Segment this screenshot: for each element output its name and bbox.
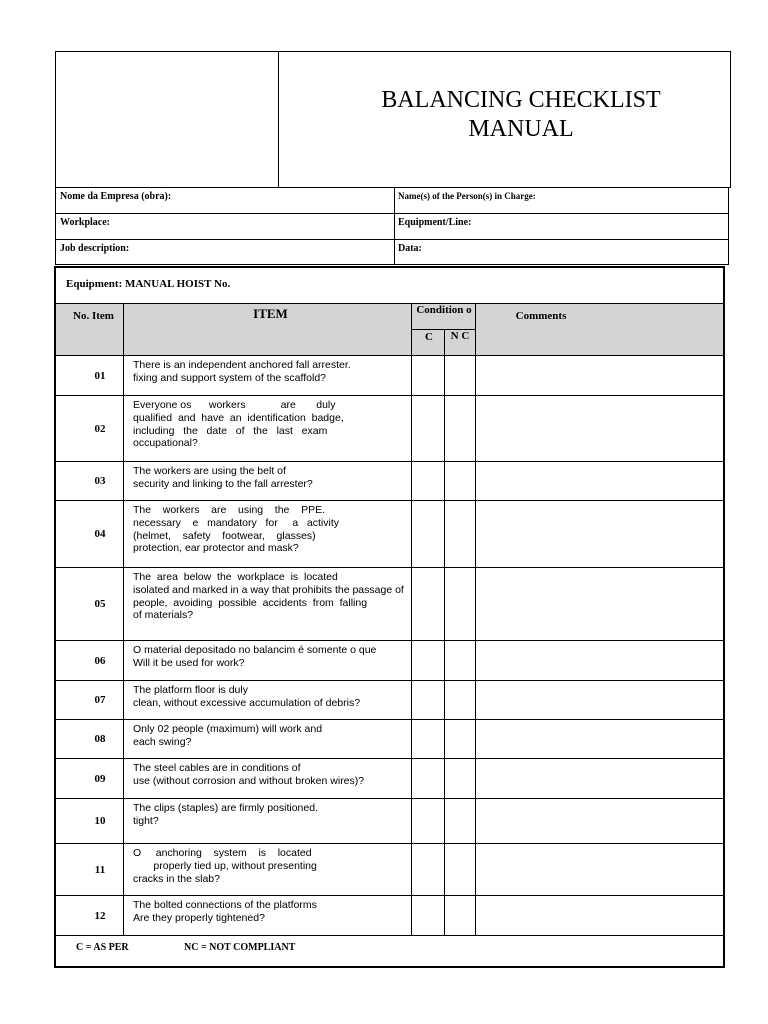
- item-separator: [123, 896, 124, 935]
- condition-c-cell: [411, 462, 412, 500]
- table-row: [56, 396, 723, 462]
- table-header: [56, 304, 723, 356]
- item-number: 11: [94, 863, 106, 876]
- col-header-condition: Condition o: [416, 304, 472, 316]
- table-row: [56, 568, 723, 641]
- header-separator: [475, 304, 476, 356]
- col-header-nc: N C: [450, 330, 470, 342]
- comments-cell: [475, 462, 476, 500]
- comments-cell: [475, 799, 476, 843]
- comments-cell: [475, 759, 476, 798]
- item-number: 01: [94, 369, 106, 382]
- item-separator: [123, 844, 124, 895]
- comments-cell: [475, 896, 476, 935]
- item-separator: [123, 568, 124, 640]
- item-separator: [123, 356, 124, 395]
- item-number: 06: [94, 654, 106, 667]
- comments-cell: [475, 720, 476, 758]
- condition-nc-cell: [444, 501, 445, 567]
- logo-placeholder: [56, 52, 279, 187]
- condition-c-cell: [411, 799, 412, 843]
- item-number: 09: [94, 772, 106, 785]
- item-text: O material depositado no balancim é somente o que Will it be used for work?: [133, 644, 377, 669]
- header-separator: [444, 329, 445, 356]
- item-text: Only 02 people (maximum) will work and each swing?: [133, 723, 323, 748]
- legend: [56, 936, 723, 966]
- equipment-line-label: Equipment/Line:: [398, 217, 472, 228]
- info-row-company: [56, 188, 728, 214]
- item-text: The workers are using the belt of security and linking to the fall arrester?: [133, 465, 313, 490]
- item-number: 05: [94, 598, 106, 610]
- title-line-2: MANUAL: [468, 116, 574, 142]
- persons-label: Name(s) of the Person(s) in Charge:: [398, 191, 536, 201]
- condition-nc-cell: [444, 396, 445, 461]
- comments-cell: [475, 501, 476, 567]
- comments-cell: [475, 356, 476, 395]
- table-row: [56, 896, 723, 936]
- job-description-label: Job description:: [60, 243, 130, 254]
- condition-nc-cell: [444, 681, 445, 719]
- table-row: [56, 356, 723, 396]
- item-text: The bolted connections of the platforms Are they properly tightened?: [133, 899, 317, 924]
- condition-c-cell: [411, 681, 412, 719]
- comments-cell: [475, 641, 476, 680]
- condition-nc-cell: [444, 462, 445, 500]
- header-separator: [123, 304, 124, 356]
- table-row: [56, 759, 723, 799]
- table-row: [56, 799, 723, 844]
- item-text: The workers are using the PPE. necessary e mandatory for a activity (helmet, safety footwear, glasses) protection, ear protector and mask?: [133, 504, 339, 555]
- document-header: [55, 51, 731, 188]
- item-separator: [123, 462, 124, 500]
- condition-c-cell: [411, 356, 412, 395]
- item-number: 10: [94, 815, 106, 827]
- item-number: 08: [94, 733, 106, 745]
- comments-cell: [475, 844, 476, 895]
- equipment-label: Equipment: MANUAL HOIST No.: [66, 278, 231, 290]
- title-line-1: BALANCING CHECKLIST: [381, 87, 661, 113]
- condition-c-cell: [411, 759, 412, 798]
- condition-nc-cell: [444, 759, 445, 798]
- item-text: O anchoring system is located properly tied up, without presenting cracks in the slab?: [133, 847, 317, 885]
- item-separator: [123, 501, 124, 567]
- table-row: [56, 844, 723, 896]
- document-title: [356, 86, 686, 144]
- item-number: 02: [94, 422, 106, 435]
- condition-c-cell: [411, 396, 412, 461]
- condition-c-cell: [411, 568, 412, 640]
- condition-c-cell: [411, 641, 412, 680]
- item-number: 04: [94, 528, 106, 540]
- table-row: [56, 720, 723, 759]
- item-separator: [123, 641, 124, 680]
- info-row-workplace: [56, 214, 728, 240]
- item-separator: [123, 681, 124, 719]
- table-row: [56, 462, 723, 501]
- company-label: Nome da Empresa (obra):: [60, 191, 172, 202]
- table-row: [56, 641, 723, 681]
- item-number: 12: [94, 909, 106, 922]
- col-header-item: ITEM: [253, 306, 288, 321]
- condition-nc-cell: [444, 799, 445, 843]
- condition-c-cell: [411, 501, 412, 567]
- item-separator: [123, 759, 124, 798]
- condition-nc-cell: [444, 720, 445, 758]
- info-row-job: [56, 240, 728, 265]
- item-text: Everyone os workers are duly qualified and have an identification badge, including the date of the last exam occupational?: [133, 399, 344, 450]
- condition-nc-cell: [444, 896, 445, 935]
- item-number: 07: [94, 694, 106, 706]
- workplace-label: Workplace:: [60, 217, 110, 228]
- checklist-table: [54, 266, 725, 968]
- info-divider: [394, 188, 395, 264]
- item-text: The area below the workplace is located isolated and marked in a way that prohibits the passage of people, avoiding possible accidents from falling of materials?: [133, 571, 404, 622]
- comments-cell: [475, 681, 476, 719]
- header-separator: [411, 304, 412, 356]
- condition-c-cell: [411, 844, 412, 895]
- info-section: [55, 187, 729, 265]
- comments-cell: [475, 396, 476, 461]
- condition-nc-cell: [444, 568, 445, 640]
- condition-nc-cell: [444, 641, 445, 680]
- item-text: The platform floor is duly clean, without excessive accumulation of debris?: [133, 684, 361, 709]
- equipment-row: [56, 268, 723, 304]
- item-text: There is an independent anchored fall arrester. fixing and support system of the scaffold?: [133, 359, 351, 384]
- item-text: The steel cables are in conditions of use (without corrosion and without broken wires)?: [133, 762, 365, 787]
- item-number: 03: [94, 475, 106, 487]
- condition-c-cell: [411, 720, 412, 758]
- col-header-comments: Comments: [515, 310, 567, 322]
- col-header-no: No. Item: [73, 310, 114, 322]
- comments-cell: [475, 568, 476, 640]
- condition-nc-cell: [444, 356, 445, 395]
- item-text: The clips (staples) are firmly positioned. tight?: [133, 802, 318, 827]
- item-separator: [123, 799, 124, 843]
- legend-nc: NC = NOT COMPLIANT: [184, 942, 296, 953]
- legend-c: C = AS PER: [76, 942, 129, 953]
- condition-c-cell: [411, 896, 412, 935]
- item-separator: [123, 396, 124, 461]
- table-row: [56, 681, 723, 720]
- col-header-c: C: [425, 331, 433, 343]
- table-row: [56, 501, 723, 568]
- condition-nc-cell: [444, 844, 445, 895]
- item-separator: [123, 720, 124, 758]
- date-label: Data:: [398, 243, 422, 254]
